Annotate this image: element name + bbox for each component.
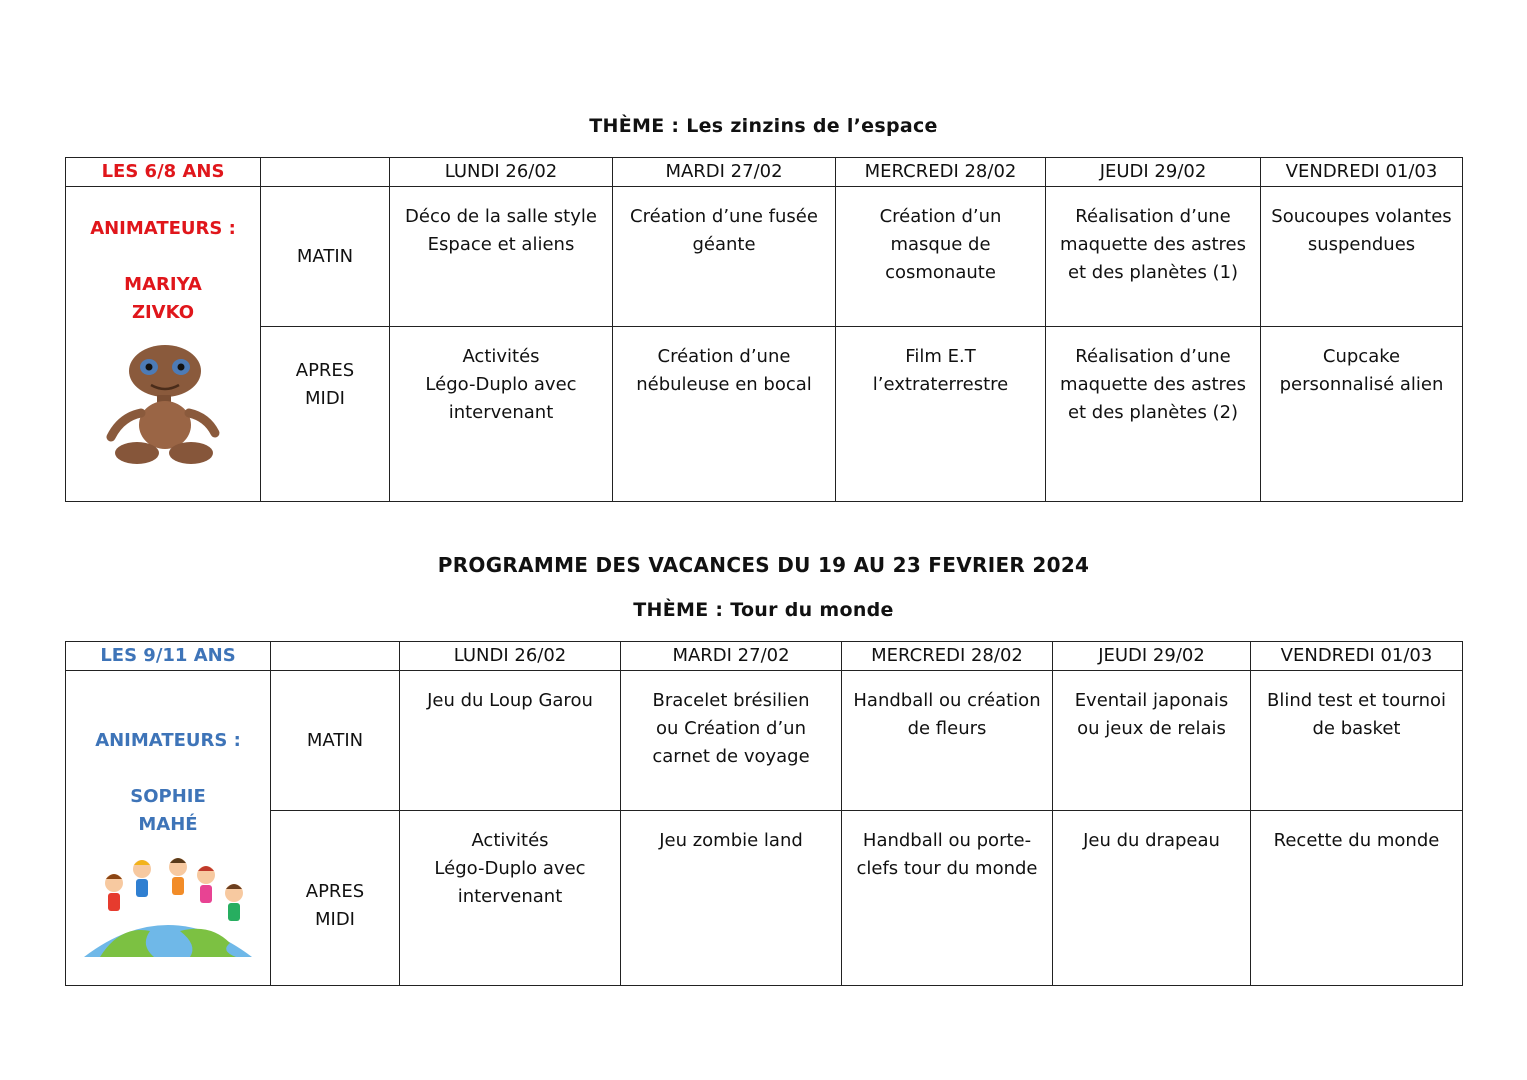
activity-line: Blind test et tournoi (1266, 690, 1447, 711)
activity-cell (1261, 327, 1463, 502)
activity-line: Handball ou création (853, 690, 1041, 711)
empty-header-cell (261, 158, 390, 187)
theme-title-1: THÈME : Les zinzins de l’espace (589, 115, 938, 137)
animator-name: MAHÉ (138, 814, 198, 835)
day-header: MARDI 27/02 (613, 158, 836, 187)
alien-plush-icon (103, 341, 223, 467)
activity-cell (842, 811, 1053, 986)
activity-line: Réalisation d’une (1075, 346, 1231, 367)
activity-line: Création d’un (879, 206, 1002, 227)
activity-line: masque de (890, 234, 991, 255)
activity-cell (1046, 327, 1261, 502)
table-header-row (66, 642, 1463, 671)
activity-line: Légo-Duplo avec (434, 858, 586, 879)
morning-row (66, 187, 1463, 327)
activity-line: Jeu du Loup Garou (427, 690, 593, 711)
activity-line: clefs tour du monde (856, 858, 1038, 879)
activity-cell (613, 187, 836, 327)
activity-cell (621, 671, 842, 811)
activity-line: Activités (462, 346, 540, 367)
theme-title-2: THÈME : Tour du monde (633, 599, 894, 621)
animator-name: ZIVKO (131, 302, 195, 323)
activity-cell (1261, 187, 1463, 327)
period-line: APRES (295, 360, 355, 381)
matin-label: MATIN (261, 187, 390, 327)
activity-line: Handball ou porte- (862, 830, 1032, 851)
morning-row (66, 671, 1463, 811)
activity-line: géante (692, 234, 756, 255)
activity-line: Réalisation d’une (1075, 206, 1231, 227)
activity-line: cosmonaute (885, 262, 996, 283)
activity-cell (1046, 187, 1261, 327)
activity-cell (390, 327, 613, 502)
activity-line: Création d’une fusée (630, 206, 818, 227)
activity-line: Activités (471, 830, 549, 851)
apres-midi-label (261, 327, 390, 502)
activity-line: de basket (1312, 718, 1401, 739)
animators-cell (66, 187, 261, 502)
animators-cell (66, 671, 271, 986)
period-line: APRES (305, 881, 365, 902)
activity-cell (836, 187, 1046, 327)
table-header-row (66, 158, 1463, 187)
afternoon-row (66, 811, 1463, 986)
activity-cell (613, 327, 836, 502)
matin-label: MATIN (271, 671, 400, 811)
day-header: MERCREDI 28/02 (842, 642, 1053, 671)
day-header: JEUDI 29/02 (1046, 158, 1261, 187)
activity-cell (621, 811, 842, 986)
activity-line: Espace et aliens (427, 234, 575, 255)
age-group-label: LES 9/11 ANS (66, 642, 271, 671)
activity-line: et des planètes (1) (1067, 262, 1239, 283)
activity-line: Déco de la salle style (405, 206, 597, 227)
activity-line: maquette des astres (1060, 234, 1246, 255)
activity-line: ou Création d’un (656, 718, 806, 739)
activity-line: de fleurs (907, 718, 987, 739)
activity-line: maquette des astres (1060, 374, 1246, 395)
activity-cell (842, 671, 1053, 811)
activity-line: intervenant (457, 886, 563, 907)
period-line: MIDI (304, 388, 345, 409)
activity-line: et des planètes (2) (1067, 402, 1239, 423)
activity-line: Bracelet brésilien (652, 690, 810, 711)
activity-line: nébuleuse en bocal (636, 374, 812, 395)
afternoon-row (66, 327, 1463, 502)
activity-line: l’extraterrestre (872, 374, 1009, 395)
activity-cell (1053, 811, 1251, 986)
activity-cell (400, 811, 621, 986)
apres-midi-label (271, 811, 400, 986)
animator-name: SOPHIE (130, 786, 206, 807)
day-header: MARDI 27/02 (621, 642, 842, 671)
activity-line: Création d’une (657, 346, 791, 367)
animator-name: MARIYA (124, 274, 202, 295)
animators-label: ANIMATEURS : (95, 730, 241, 751)
day-header: LUNDI 26/02 (400, 642, 621, 671)
activity-line: Eventail japonais (1074, 690, 1229, 711)
activity-cell (400, 671, 621, 811)
activity-line: personnalisé alien (1279, 374, 1444, 395)
activity-line: Légo-Duplo avec (425, 374, 577, 395)
activity-line: Recette du monde (1273, 830, 1440, 851)
activity-line: Film E.T (905, 346, 976, 367)
activity-cell (836, 327, 1046, 502)
activity-line: Jeu du drapeau (1083, 830, 1220, 851)
activity-line: Jeu zombie land (659, 830, 803, 851)
activity-line: ou jeux de relais (1077, 718, 1226, 739)
activity-cell (1251, 671, 1463, 811)
activity-line: Cupcake (1322, 346, 1401, 367)
activity-line: intervenant (448, 402, 554, 423)
day-header: JEUDI 29/02 (1053, 642, 1251, 671)
day-header: VENDREDI 01/03 (1251, 642, 1463, 671)
day-header: LUNDI 26/02 (390, 158, 613, 187)
activity-line: suspendues (1307, 234, 1416, 255)
activity-cell (390, 187, 613, 327)
age-group-label: LES 6/8 ANS (66, 158, 261, 187)
day-header: MERCREDI 28/02 (836, 158, 1046, 187)
day-header: VENDREDI 01/03 (1261, 158, 1463, 187)
schedule-table-9-11 (65, 641, 1463, 986)
animators-label: ANIMATEURS : (90, 218, 236, 239)
programme-title: PROGRAMME DES VACANCES DU 19 AU 23 FEVRIER 2024 (437, 553, 1090, 577)
period-line: MIDI (314, 909, 355, 930)
kids-on-globe-icon (80, 853, 256, 957)
activity-line: Soucoupes volantes (1271, 206, 1452, 227)
schedule-table-6-8 (65, 157, 1463, 502)
empty-header-cell (271, 642, 400, 671)
activity-cell (1053, 671, 1251, 811)
activity-line: carnet de voyage (652, 746, 810, 767)
activity-cell (1251, 811, 1463, 986)
